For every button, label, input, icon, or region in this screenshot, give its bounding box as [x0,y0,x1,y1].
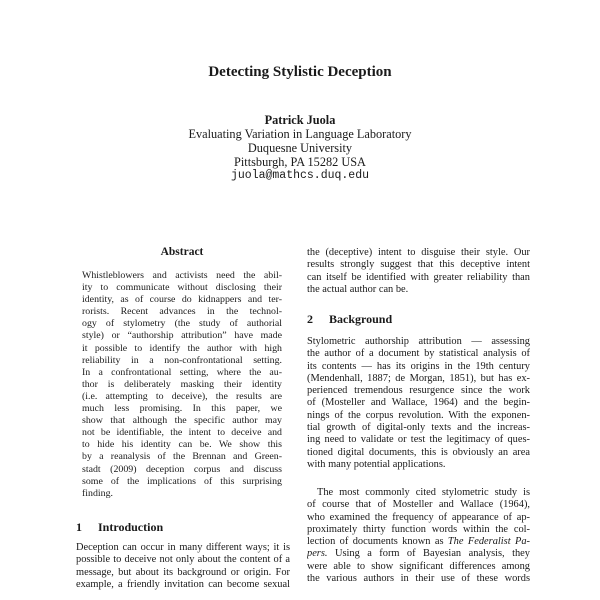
text-line [307,512,530,524]
section-number: 1 [76,520,82,534]
italic-title: The Federalist Pa- [447,536,530,548]
introduction-body [76,542,290,591]
background-paragraph-1 [307,336,530,471]
text-line [307,561,530,573]
text-line: stadt (2009) deception corpus and discuss [82,463,282,475]
text-line: nings of the corpus revolution. With the exponen- [307,409,530,421]
text-line: ing need to validate or test the legitimacy of ques- [307,434,530,446]
text-line: message, but about its background or origin. For [76,566,290,578]
text-span: Using a form of Bayesian analysis, they [327,548,530,560]
author-address: Pittsburgh, PA 15282 USA [234,155,366,169]
text-line: with many potential applications. [307,458,446,470]
text-line: finding. [82,487,113,499]
text-line: ity to communicate without disclosing their [82,282,282,294]
section-heading-background [307,312,392,326]
text-line: can itself be identified with greater reliability than [307,271,530,283]
text-line: the (deceptive) intent to disguise their style. Our [307,247,530,258]
abstract-heading: Abstract [160,246,204,258]
author-university: Duquesne University [247,141,353,155]
text-line: tial growth of digital-only texts and the increas- [307,422,530,434]
text-line: its contents — has its origins in the 19th century [307,360,530,372]
text-line: show that although the specific author may [82,415,282,427]
text-line: possible to deceive not only about the content of a [76,554,290,566]
text-line: by a reanalysis of the Brennan and Green- [82,451,282,463]
background-paragraph-2 [307,487,530,585]
text-line: Stylometric authorship attribution — assessing [307,336,530,347]
text-span: proximately thirty function words within the col- [307,523,530,535]
text-line: of (Mosteller and Wallace, 1964) and the begin- [307,397,530,409]
text-line: the actual author can be. [307,283,409,295]
text-line: tioned digital documents, this is obviously an area [307,446,530,458]
text-line: reliability in a non-confrontational setting. [82,354,282,366]
text-line: Deception can occur in many different ways; it is [76,542,290,553]
text-line: the author of a document by statistical analysis of [307,348,530,360]
text-line: it possible to identify the author with high [82,342,282,354]
abstract-continuation [307,247,530,296]
text-line [307,548,530,560]
section-title: Introduction [98,520,164,534]
text-line [307,524,530,536]
paper-title: Detecting Stylistic Deception [208,64,392,80]
section-number: 2 [307,312,313,326]
text-line: identity, as of course do kidnappers and ter- [82,294,282,306]
text-span: The most commonly cited stylometric study is [317,487,530,498]
text-line [307,487,530,499]
text-line: ogy of stylometry (the study of authorial [82,318,282,330]
text-line [307,536,530,548]
text-line: thor is deliberately masking their identity [82,378,282,390]
text-span: lection of documents known as [307,536,444,548]
text-span: of course that of Mosteller and Wallace (1964), [307,499,530,511]
text-line [307,573,530,585]
text-line: to hide his identity can be. We show this [82,439,282,451]
italic-title: pers. [307,548,328,560]
section-title: Background [329,312,393,326]
text-line: (i.e. attempting to deceive), the results are [82,390,282,402]
text-line: not be identifiable, the intent to deceive and [82,427,282,439]
text-line: much less promising. In this paper, we [82,403,282,415]
text-line: Whistleblowers and activists need the abil- [82,270,282,281]
text-span: who examined the frequency of appearance of ap- [307,511,530,523]
text-span: were able to show significant differences among [307,560,530,572]
text-line: (Mendenhall, 1887; de Morgan, 1851), but has ex- [307,372,530,384]
text-line: style) or “authorship attribution” have made [82,330,282,342]
text-line: some of the implications of this surprising [82,475,282,487]
text-line: In a confrontational setting, where the au- [82,366,282,378]
text-span: the various authors in their use of these words [307,573,530,585]
author-email[interactable]: juola@mathcs.duq.edu [230,169,370,182]
author-name: Patrick Juola [264,113,336,127]
text-line: perienced tremendous resurgence since the work [307,385,530,397]
text-line: results strongly suggest that this deceptive intent [307,259,530,271]
section-heading-introduction [76,520,163,534]
text-line: example, a friendly invitation can become sexual [76,578,290,590]
author-affiliation: Evaluating Variation in Language Laboratory [188,127,412,141]
text-line [307,499,530,511]
abstract-body [82,270,282,500]
text-line: rorists. Recent advances in the technol- [82,306,282,318]
